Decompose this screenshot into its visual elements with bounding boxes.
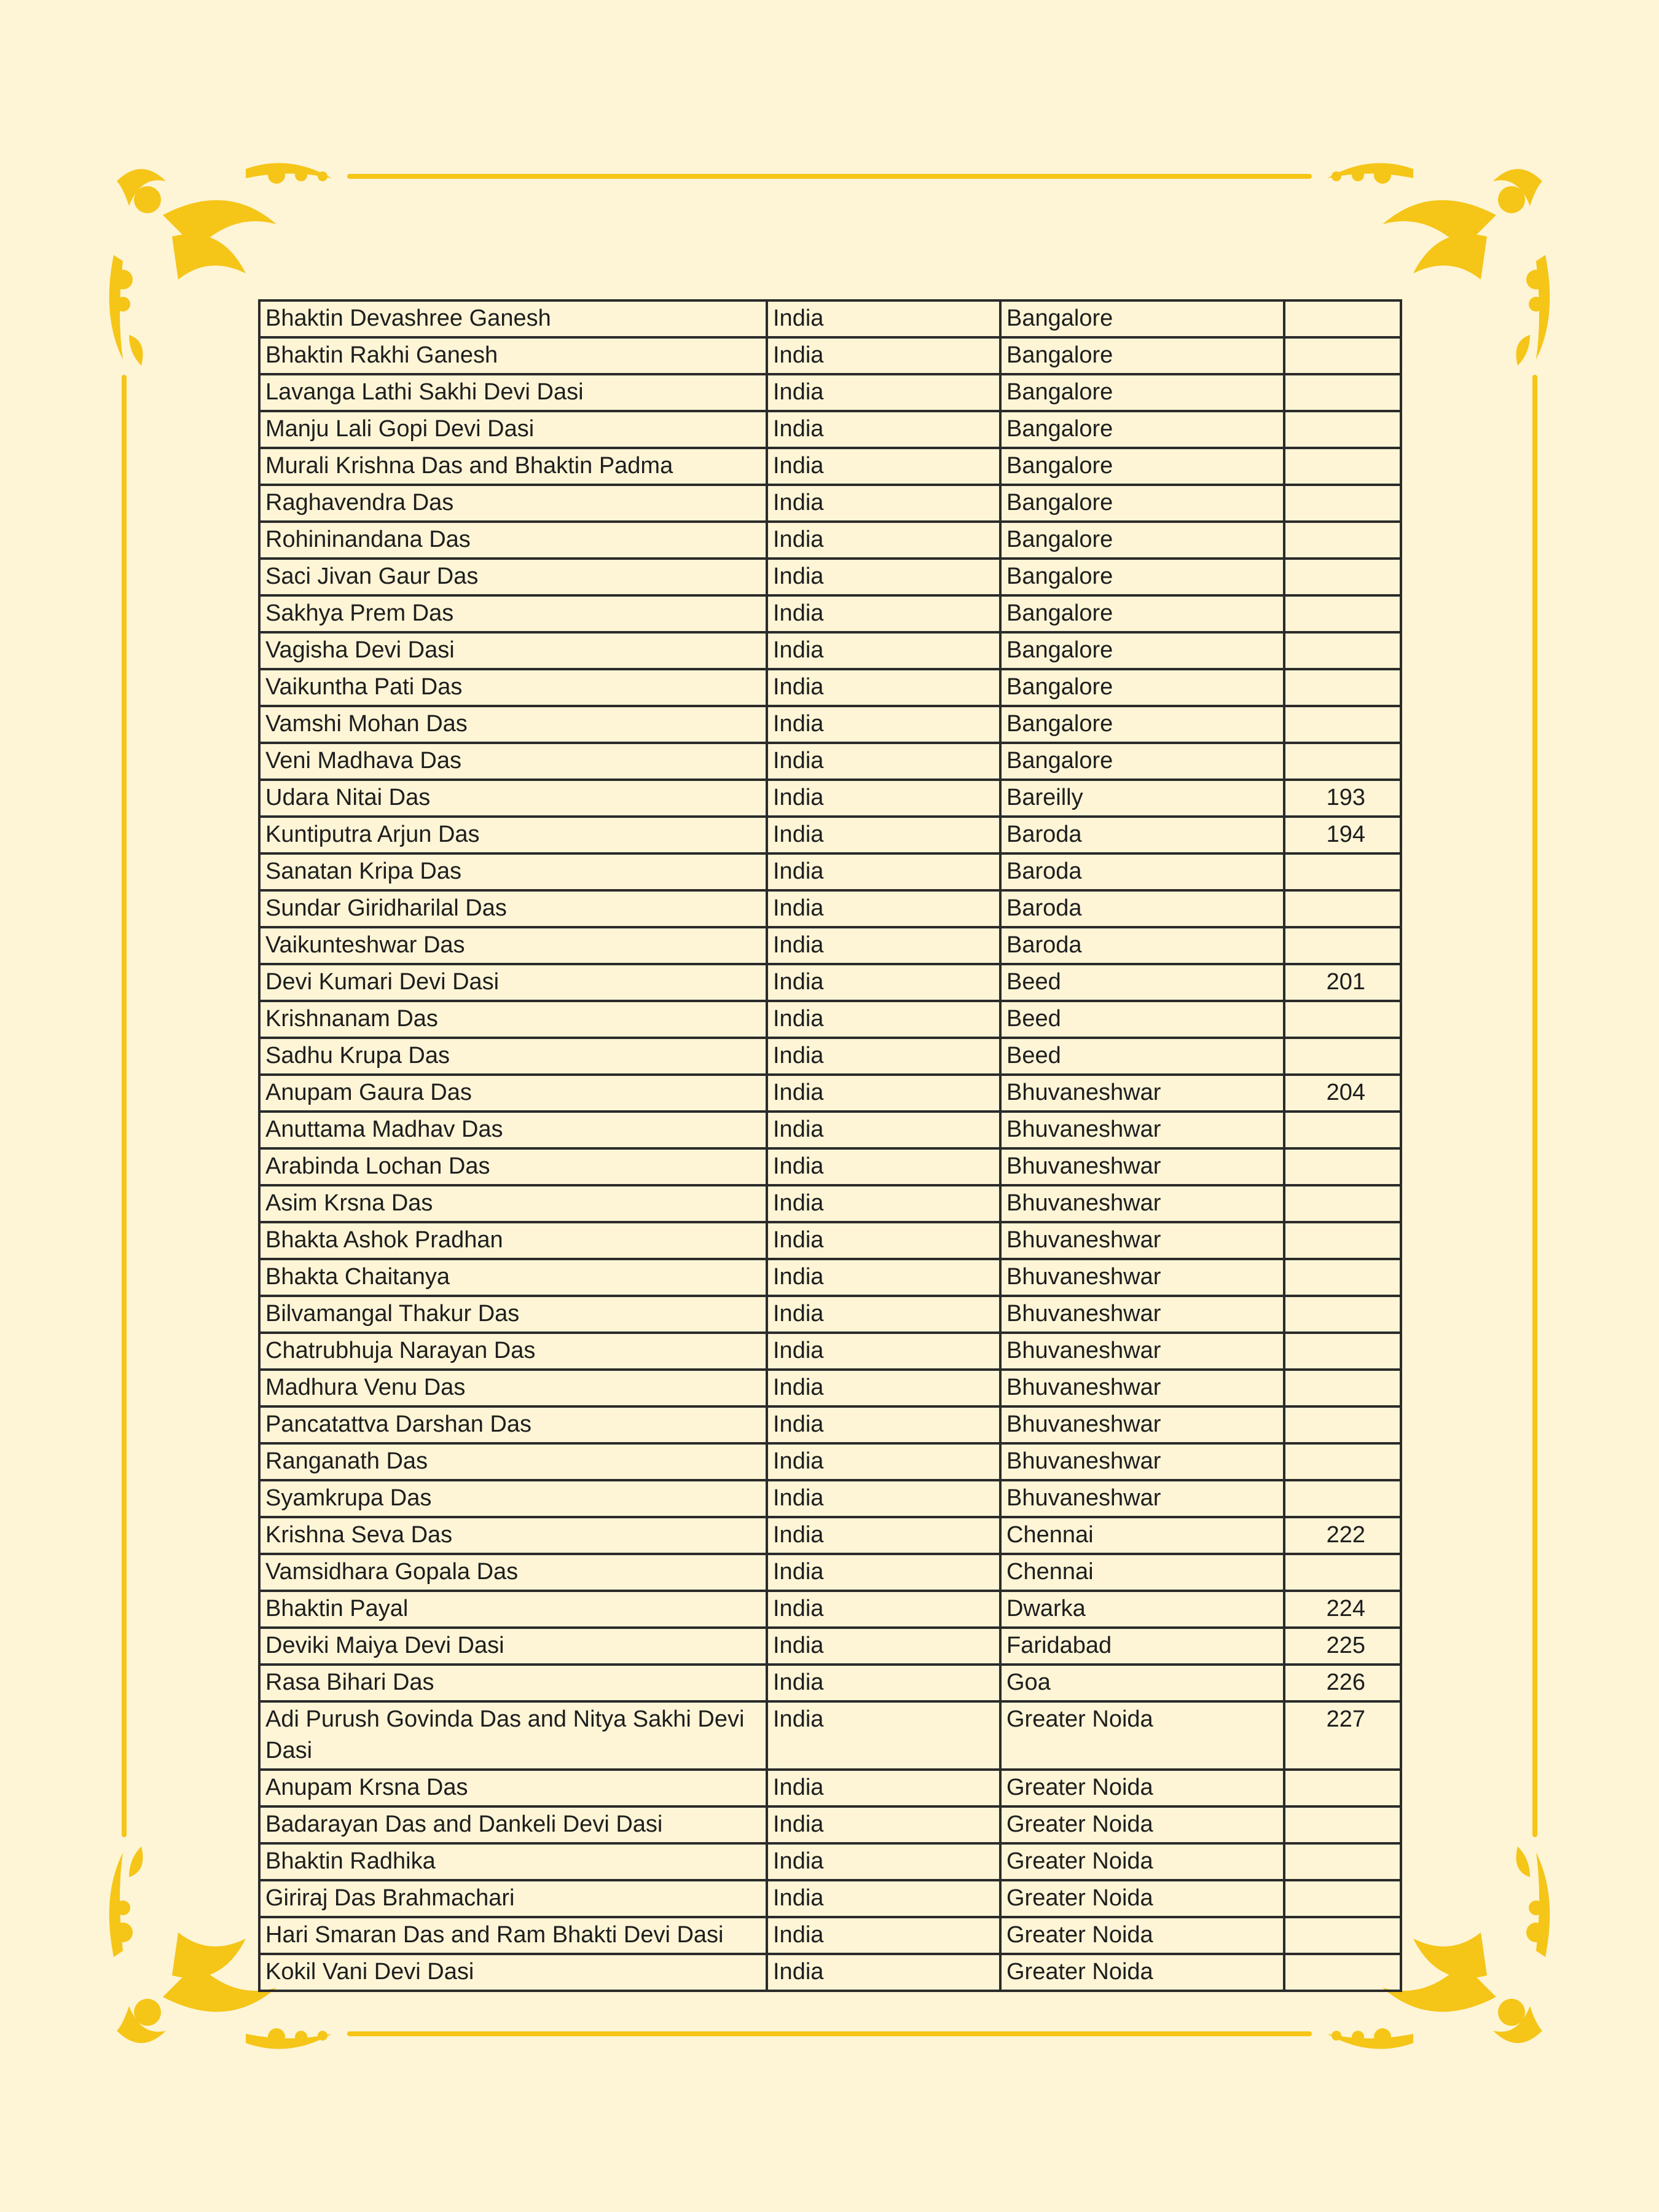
country-cell: India <box>767 485 1000 522</box>
city-cell: Bangalore <box>1000 632 1284 669</box>
name-cell: Asim Krsna Das <box>259 1185 767 1222</box>
table-row <box>259 337 1401 374</box>
country-cell: India <box>767 1591 1000 1628</box>
city-cell: Beed <box>1000 964 1284 1001</box>
city-cell: Baroda <box>1000 817 1284 853</box>
name-cell: Veni Madhava Das <box>259 743 767 780</box>
number-cell: 201 <box>1284 964 1401 1001</box>
table-row <box>259 522 1401 559</box>
country-cell: India <box>767 743 1000 780</box>
country-cell: India <box>767 374 1000 411</box>
number-cell <box>1284 485 1401 522</box>
city-cell: Baroda <box>1000 927 1284 964</box>
city-cell: Bangalore <box>1000 595 1284 632</box>
number-cell <box>1284 1001 1401 1038</box>
number-cell: 193 <box>1284 780 1401 817</box>
country-cell: India <box>767 1954 1000 1991</box>
top-border-line <box>347 174 1312 179</box>
name-cell: Bilvamangal Thakur Das <box>259 1296 767 1333</box>
city-cell: Bangalore <box>1000 706 1284 743</box>
table-row <box>259 559 1401 595</box>
name-cell: Ranganath Das <box>259 1443 767 1480</box>
country-cell: India <box>767 595 1000 632</box>
name-cell: Anupam Gaura Das <box>259 1075 767 1112</box>
table-row <box>259 1954 1401 1991</box>
city-cell: Baroda <box>1000 853 1284 890</box>
name-cell: Vaikuntha Pati Das <box>259 669 767 706</box>
city-cell: Greater Noida <box>1000 1806 1284 1843</box>
devotee-table <box>258 299 1402 1992</box>
table-row <box>259 964 1401 1001</box>
city-cell: Bangalore <box>1000 669 1284 706</box>
table-row <box>259 669 1401 706</box>
table-row <box>259 1259 1401 1296</box>
table-row <box>259 411 1401 448</box>
table-row <box>259 300 1401 337</box>
number-cell <box>1284 1806 1401 1843</box>
name-cell: Lavanga Lathi Sakhi Devi Dasi <box>259 374 767 411</box>
name-cell: Rasa Bihari Das <box>259 1665 767 1701</box>
number-cell <box>1284 743 1401 780</box>
number-cell <box>1284 1406 1401 1443</box>
name-cell: Madhura Venu Das <box>259 1370 767 1406</box>
name-cell: Vaikunteshwar Das <box>259 927 767 964</box>
name-cell: Sundar Giridharilal Das <box>259 890 767 927</box>
number-cell <box>1284 1038 1401 1075</box>
country-cell: India <box>767 1806 1000 1843</box>
name-cell: Bhaktin Payal <box>259 1591 767 1628</box>
country-cell: India <box>767 300 1000 337</box>
city-cell: Bhuvaneshwar <box>1000 1333 1284 1370</box>
country-cell: India <box>767 1222 1000 1259</box>
name-cell: Sakhya Prem Das <box>259 595 767 632</box>
name-cell: Krishnanam Das <box>259 1001 767 1038</box>
city-cell: Bhuvaneshwar <box>1000 1112 1284 1148</box>
number-cell <box>1284 448 1401 485</box>
table-row <box>259 1333 1401 1370</box>
number-cell <box>1284 1880 1401 1917</box>
city-cell: Greater Noida <box>1000 1770 1284 1806</box>
country-cell: India <box>767 669 1000 706</box>
table-row <box>259 1480 1401 1517</box>
country-cell: India <box>767 1770 1000 1806</box>
table-row <box>259 780 1401 817</box>
name-cell: Syamkrupa Das <box>259 1480 767 1517</box>
city-cell: Chennai <box>1000 1517 1284 1554</box>
country-cell: India <box>767 1038 1000 1075</box>
table-row <box>259 1880 1401 1917</box>
number-cell: 194 <box>1284 817 1401 853</box>
city-cell: Baroda <box>1000 890 1284 927</box>
number-cell: 225 <box>1284 1628 1401 1665</box>
name-cell: Manju Lali Gopi Devi Dasi <box>259 411 767 448</box>
table-row <box>259 1112 1401 1148</box>
country-cell: India <box>767 1112 1000 1148</box>
city-cell: Bhuvaneshwar <box>1000 1185 1284 1222</box>
city-cell: Bhuvaneshwar <box>1000 1222 1284 1259</box>
number-cell <box>1284 1480 1401 1517</box>
number-cell <box>1284 1917 1401 1954</box>
table-row <box>259 595 1401 632</box>
table-row <box>259 448 1401 485</box>
country-cell: India <box>767 964 1000 1001</box>
country-cell: India <box>767 1701 1000 1770</box>
name-cell: Devi Kumari Devi Dasi <box>259 964 767 1001</box>
city-cell: Bhuvaneshwar <box>1000 1296 1284 1333</box>
name-cell: Murali Krishna Das and Bhaktin Padma <box>259 448 767 485</box>
country-cell: India <box>767 1917 1000 1954</box>
city-cell: Bareilly <box>1000 780 1284 817</box>
number-cell <box>1284 1148 1401 1185</box>
table-row <box>259 1517 1401 1554</box>
city-cell: Greater Noida <box>1000 1701 1284 1770</box>
table-row <box>259 1148 1401 1185</box>
number-cell <box>1284 300 1401 337</box>
number-cell <box>1284 337 1401 374</box>
number-cell: 224 <box>1284 1591 1401 1628</box>
name-cell: Bhakta Ashok Pradhan <box>259 1222 767 1259</box>
city-cell: Bangalore <box>1000 559 1284 595</box>
table-row <box>259 1665 1401 1701</box>
country-cell: India <box>767 706 1000 743</box>
city-cell: Bangalore <box>1000 374 1284 411</box>
right-border-line <box>1532 375 1537 1837</box>
country-cell: India <box>767 1185 1000 1222</box>
table-row <box>259 853 1401 890</box>
number-cell <box>1284 1954 1401 1991</box>
name-cell: Arabinda Lochan Das <box>259 1148 767 1185</box>
number-cell <box>1284 374 1401 411</box>
country-cell: India <box>767 1443 1000 1480</box>
country-cell: India <box>767 817 1000 853</box>
country-cell: India <box>767 1480 1000 1517</box>
number-cell <box>1284 411 1401 448</box>
number-cell <box>1284 1554 1401 1591</box>
table-row <box>259 927 1401 964</box>
number-cell: 227 <box>1284 1701 1401 1770</box>
number-cell <box>1284 1185 1401 1222</box>
country-cell: India <box>767 890 1000 927</box>
name-cell: Kuntiputra Arjun Das <box>259 817 767 853</box>
number-cell <box>1284 669 1401 706</box>
city-cell: Faridabad <box>1000 1628 1284 1665</box>
name-cell: Vamsidhara Gopala Das <box>259 1554 767 1591</box>
table-row <box>259 1554 1401 1591</box>
city-cell: Bangalore <box>1000 337 1284 374</box>
city-cell: Bhuvaneshwar <box>1000 1259 1284 1296</box>
city-cell: Bhuvaneshwar <box>1000 1406 1284 1443</box>
table-row <box>259 1370 1401 1406</box>
country-cell: India <box>767 1148 1000 1185</box>
city-cell: Greater Noida <box>1000 1917 1284 1954</box>
country-cell: India <box>767 411 1000 448</box>
country-cell: India <box>767 853 1000 890</box>
name-cell: Giriraj Das Brahmachari <box>259 1880 767 1917</box>
city-cell: Greater Noida <box>1000 1880 1284 1917</box>
table-row <box>259 1222 1401 1259</box>
name-cell: Vamshi Mohan Das <box>259 706 767 743</box>
number-cell <box>1284 853 1401 890</box>
city-cell: Bhuvaneshwar <box>1000 1148 1284 1185</box>
table-row <box>259 1296 1401 1333</box>
number-cell <box>1284 522 1401 559</box>
table-row <box>259 1406 1401 1443</box>
name-cell: Chatrubhuja Narayan Das <box>259 1333 767 1370</box>
country-cell: India <box>767 1259 1000 1296</box>
country-cell: India <box>767 1075 1000 1112</box>
name-cell: Saci Jivan Gaur Das <box>259 559 767 595</box>
table-row <box>259 817 1401 853</box>
table-row <box>259 1701 1401 1770</box>
name-cell: Udara Nitai Das <box>259 780 767 817</box>
number-cell <box>1284 559 1401 595</box>
name-cell: Sadhu Krupa Das <box>259 1038 767 1075</box>
city-cell: Greater Noida <box>1000 1954 1284 1991</box>
table-row <box>259 743 1401 780</box>
table-row <box>259 1770 1401 1806</box>
name-cell: Badarayan Das and Dankeli Devi Dasi <box>259 1806 767 1843</box>
number-cell <box>1284 706 1401 743</box>
table-row <box>259 1591 1401 1628</box>
country-cell: India <box>767 1880 1000 1917</box>
city-cell: Beed <box>1000 1001 1284 1038</box>
table-row <box>259 1075 1401 1112</box>
name-cell: Anupam Krsna Das <box>259 1770 767 1806</box>
city-cell: Bangalore <box>1000 743 1284 780</box>
city-cell: Bangalore <box>1000 522 1284 559</box>
name-cell: Kokil Vani Devi Dasi <box>259 1954 767 1991</box>
table-row <box>259 1917 1401 1954</box>
city-cell: Bhuvaneshwar <box>1000 1075 1284 1112</box>
country-cell: India <box>767 1370 1000 1406</box>
number-cell <box>1284 595 1401 632</box>
number-cell <box>1284 1770 1401 1806</box>
number-cell <box>1284 632 1401 669</box>
number-cell <box>1284 1443 1401 1480</box>
country-cell: India <box>767 1843 1000 1880</box>
name-cell: Rohininandana Das <box>259 522 767 559</box>
city-cell: Bhuvaneshwar <box>1000 1370 1284 1406</box>
number-cell <box>1284 1333 1401 1370</box>
table-row <box>259 706 1401 743</box>
name-cell: Krishna Seva Das <box>259 1517 767 1554</box>
table-row <box>259 1185 1401 1222</box>
left-border-line <box>122 375 127 1837</box>
table-row <box>259 1001 1401 1038</box>
name-cell: Deviki Maiya Devi Dasi <box>259 1628 767 1665</box>
country-cell: India <box>767 780 1000 817</box>
country-cell: India <box>767 1628 1000 1665</box>
country-cell: India <box>767 1333 1000 1370</box>
number-cell <box>1284 1112 1401 1148</box>
name-cell: Vagisha Devi Dasi <box>259 632 767 669</box>
city-cell: Dwarka <box>1000 1591 1284 1628</box>
country-cell: India <box>767 1665 1000 1701</box>
city-cell: Goa <box>1000 1665 1284 1701</box>
name-cell: Bhaktin Devashree Ganesh <box>259 300 767 337</box>
name-cell: Bhaktin Radhika <box>259 1843 767 1880</box>
country-cell: India <box>767 1001 1000 1038</box>
number-cell <box>1284 890 1401 927</box>
country-cell: India <box>767 1406 1000 1443</box>
table-row <box>259 485 1401 522</box>
number-cell: 204 <box>1284 1075 1401 1112</box>
city-cell: Bhuvaneshwar <box>1000 1480 1284 1517</box>
table-row <box>259 890 1401 927</box>
city-cell: Bangalore <box>1000 300 1284 337</box>
country-cell: India <box>767 1517 1000 1554</box>
city-cell: Chennai <box>1000 1554 1284 1591</box>
city-cell: Bhuvaneshwar <box>1000 1443 1284 1480</box>
country-cell: India <box>767 337 1000 374</box>
city-cell: Bangalore <box>1000 411 1284 448</box>
devotee-table-container <box>258 299 1400 1992</box>
number-cell <box>1284 1222 1401 1259</box>
number-cell <box>1284 1370 1401 1406</box>
country-cell: India <box>767 522 1000 559</box>
city-cell: Greater Noida <box>1000 1843 1284 1880</box>
name-cell: Bhaktin Rakhi Ganesh <box>259 337 767 374</box>
country-cell: India <box>767 632 1000 669</box>
country-cell: India <box>767 559 1000 595</box>
name-cell: Pancatattva Darshan Das <box>259 1406 767 1443</box>
country-cell: India <box>767 1296 1000 1333</box>
city-cell: Beed <box>1000 1038 1284 1075</box>
country-cell: India <box>767 1554 1000 1591</box>
number-cell <box>1284 1296 1401 1333</box>
city-cell: Bangalore <box>1000 448 1284 485</box>
table-row <box>259 632 1401 669</box>
number-cell <box>1284 1843 1401 1880</box>
city-cell: Bangalore <box>1000 485 1284 522</box>
number-cell: 226 <box>1284 1665 1401 1701</box>
name-cell: Raghavendra Das <box>259 485 767 522</box>
name-cell: Adi Purush Govinda Das and Nitya Sakhi Devi Dasi <box>259 1701 767 1770</box>
name-cell: Bhakta Chaitanya <box>259 1259 767 1296</box>
bottom-border-line <box>347 2031 1312 2036</box>
country-cell: India <box>767 927 1000 964</box>
table-row <box>259 1443 1401 1480</box>
table-row <box>259 1038 1401 1075</box>
table-row <box>259 1806 1401 1843</box>
name-cell: Anuttama Madhav Das <box>259 1112 767 1148</box>
number-cell: 222 <box>1284 1517 1401 1554</box>
number-cell <box>1284 1259 1401 1296</box>
name-cell: Hari Smaran Das and Ram Bhakti Devi Dasi <box>259 1917 767 1954</box>
name-cell: Sanatan Kripa Das <box>259 853 767 890</box>
number-cell <box>1284 927 1401 964</box>
country-cell: India <box>767 448 1000 485</box>
table-row <box>259 1628 1401 1665</box>
table-row <box>259 1843 1401 1880</box>
table-row <box>259 374 1401 411</box>
